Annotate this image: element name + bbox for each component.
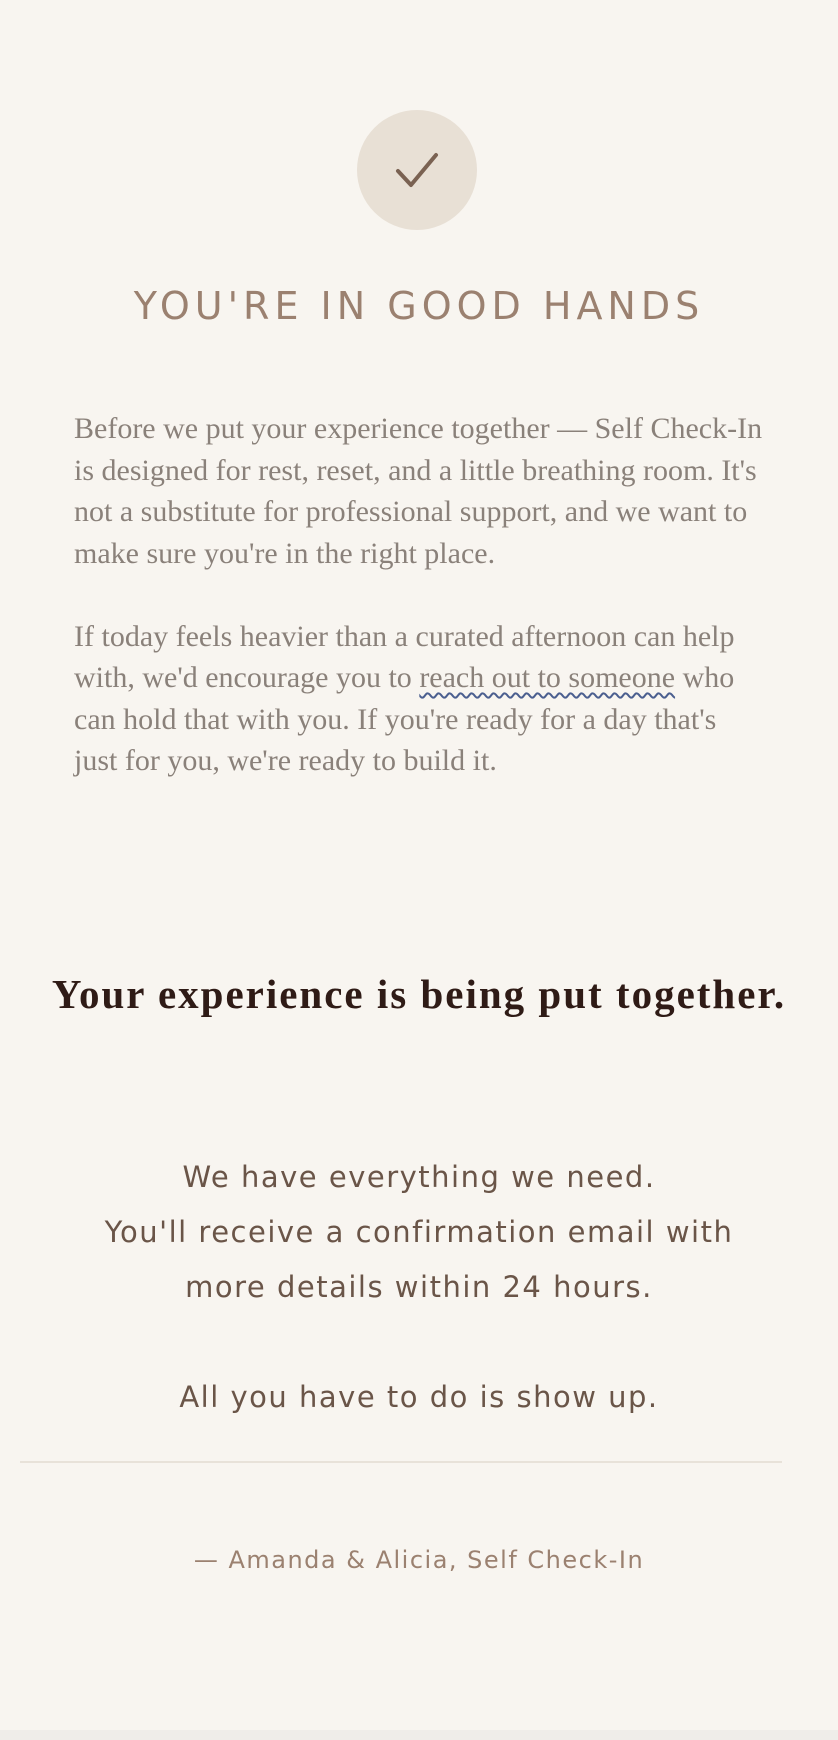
reach-out-link[interactable]: reach out to someone xyxy=(419,661,676,694)
divider xyxy=(20,1461,782,1463)
confirmation-message xyxy=(0,1150,838,1425)
support-paragraph xyxy=(74,616,764,782)
check-badge xyxy=(357,110,477,230)
signature: — Amanda & Alicia, Self Check-In xyxy=(193,1546,645,1574)
message-line-3: All you have to do is show up. xyxy=(179,1380,659,1414)
page-heading: YOU'RE IN GOOD HANDS xyxy=(133,284,705,328)
page-bottom-edge xyxy=(0,1730,838,1740)
support-text-before: If today feels heavier than a curated afternoon can help with, we'd encourage you to xyxy=(74,619,735,694)
disclaimer-paragraph: Before we put your experience together — Self Check-In is designed for rest, reset, and a little breathing room. It's not a substitute for professional support, and we want to make sure you're in the right place. xyxy=(74,412,763,570)
message-line-2: You'll receive a confirmation email with more details within 24 hours. xyxy=(104,1215,734,1304)
message-line-1: We have everything we need. xyxy=(182,1160,656,1194)
check-icon xyxy=(387,140,447,200)
status-title: Your experience is being put together. xyxy=(51,971,787,1017)
support-text-after: who can hold that with you. If you're ready for a day that's just for you, we're ready to build it. xyxy=(74,661,735,777)
disclaimer-section xyxy=(74,408,764,782)
